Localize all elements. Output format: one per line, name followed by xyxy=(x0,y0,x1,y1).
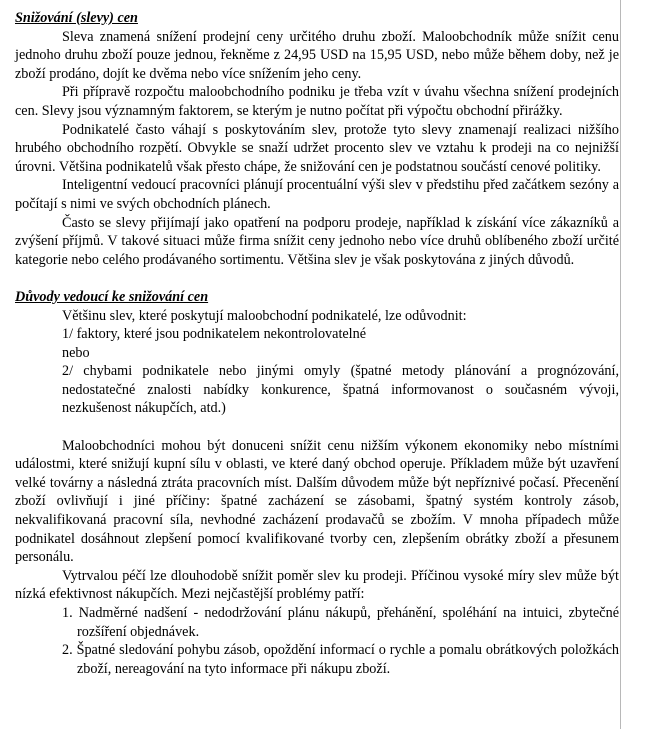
paragraph: Často se slevy přijímají jako opatření na podporu prodeje, například k získání více zákazníků a zvýšení příjmů. V takové situaci může firma snížit ceny jednoho nebo více druhů oblíbeného zboží určité kategorie nebo celého prodávaného sortimentu. Většina slev je však poskytována z jiných důvodů. xyxy=(15,214,619,268)
page-margin-line xyxy=(620,0,621,729)
paragraph: Podnikatelé často váhají s poskytováním slev, protože tyto slevy znamenají realizaci nižšího hrubého obchodního rozpětí. Obvykle se snaží udržet procento slev ve vztahu k prodeji na co nejnižší úrovni. Většina podnikatelů však přesto chápe, že snižování cen je podstatnou součástí cenové politiky. xyxy=(15,121,619,175)
problem-item-2: 2. Špatné sledování pohybu zásob, opoždění informací o rychle a pomalu obrátkových položkách zboží, nereagování na tyto informace při nákupu zboží. xyxy=(62,642,619,677)
paragraph: Maloobchodníci mohou být donuceni snížit cenu nižším výkonem ekonomiky nebo místními událostmi, které snižují kupní sílu v oblasti, ve které daný obchod operuje. Příkladem může být uzavření velké továrny a následná ztráta pracovních míst. Dalším důvodem může být nepříznivé počasí. Přecenění zboží ovlivňují i jiné příčiny: špatné zacházení se zásobami, špatný systém kontroly zásob, nekvalifikovaná pracovní síla, nevhodné zacházení prodavačů se zbožím. V mnoha případech může podnikatel dosáhnout zlepšení pomocí kvalifikované tvorby cen, zlepšením obrátky zboží a přesunem personálu. xyxy=(15,437,619,566)
reason-item-2: 2/ chybami podnikatele nebo jinými omyly (špatné metody plánování a prognózování, nedostatečné znalosti nabídky konkurence, špatná informovanost o současném vývoji, nezkušenost nákupčích, atd.) xyxy=(62,363,619,417)
paragraph: Sleva znamená snížení prodejní ceny určitého druhu zboží. Maloobchodník může snížit cenu jednoho druhu zboží pouze jednou, řekněme z 24,95 USD na 15,95 USD, nebo může během doby, než je zboží prodáno, dojít ke dvěma nebo více snížením jeho ceny. xyxy=(15,28,619,82)
problem-item-1: 1. Nadměrné nadšení - nedodržování plánu nákupů, přehánění, spoléhání na intuici, zbytečné rozšíření objednávek. xyxy=(62,605,619,640)
paragraph-intro: Většinu slev, které poskytují maloobchodní podnikatelé, lze odůvodnit: xyxy=(62,307,467,324)
paragraph: Inteligentní vedoucí pracovníci plánují procentuální výši slev v předstihu před začátkem sezóny a počítají s nimi ve svých obchodních plánech. xyxy=(15,177,619,212)
section-heading-price-reductions: Snižování (slevy) cen xyxy=(15,10,138,26)
spacer xyxy=(15,418,619,437)
paragraph: Při přípravě rozpočtu maloobchodního podniku je třeba vzít v úvahu všechna snížení prodejních cen. Slevy jsou významným faktorem, se kterým je nutno počítat při výpočtu obchodní přirážky. xyxy=(15,84,619,119)
reason-item-1: 1/ faktory, které jsou podnikatelem nekontrolovatelné xyxy=(62,326,367,343)
paragraph: Vytrvalou péčí lze dlouhodobě snížit poměr slev ku prodeji. Příčinou vysoké míry slev může být nízká efektivnost nákupčích. Mezi nejčastější problémy patří: xyxy=(15,567,619,603)
document-body xyxy=(15,9,619,678)
spacer xyxy=(15,269,619,288)
section-heading-reasons: Důvody vedoucí ke snižování cen xyxy=(15,288,209,305)
reason-or: nebo xyxy=(62,344,90,361)
